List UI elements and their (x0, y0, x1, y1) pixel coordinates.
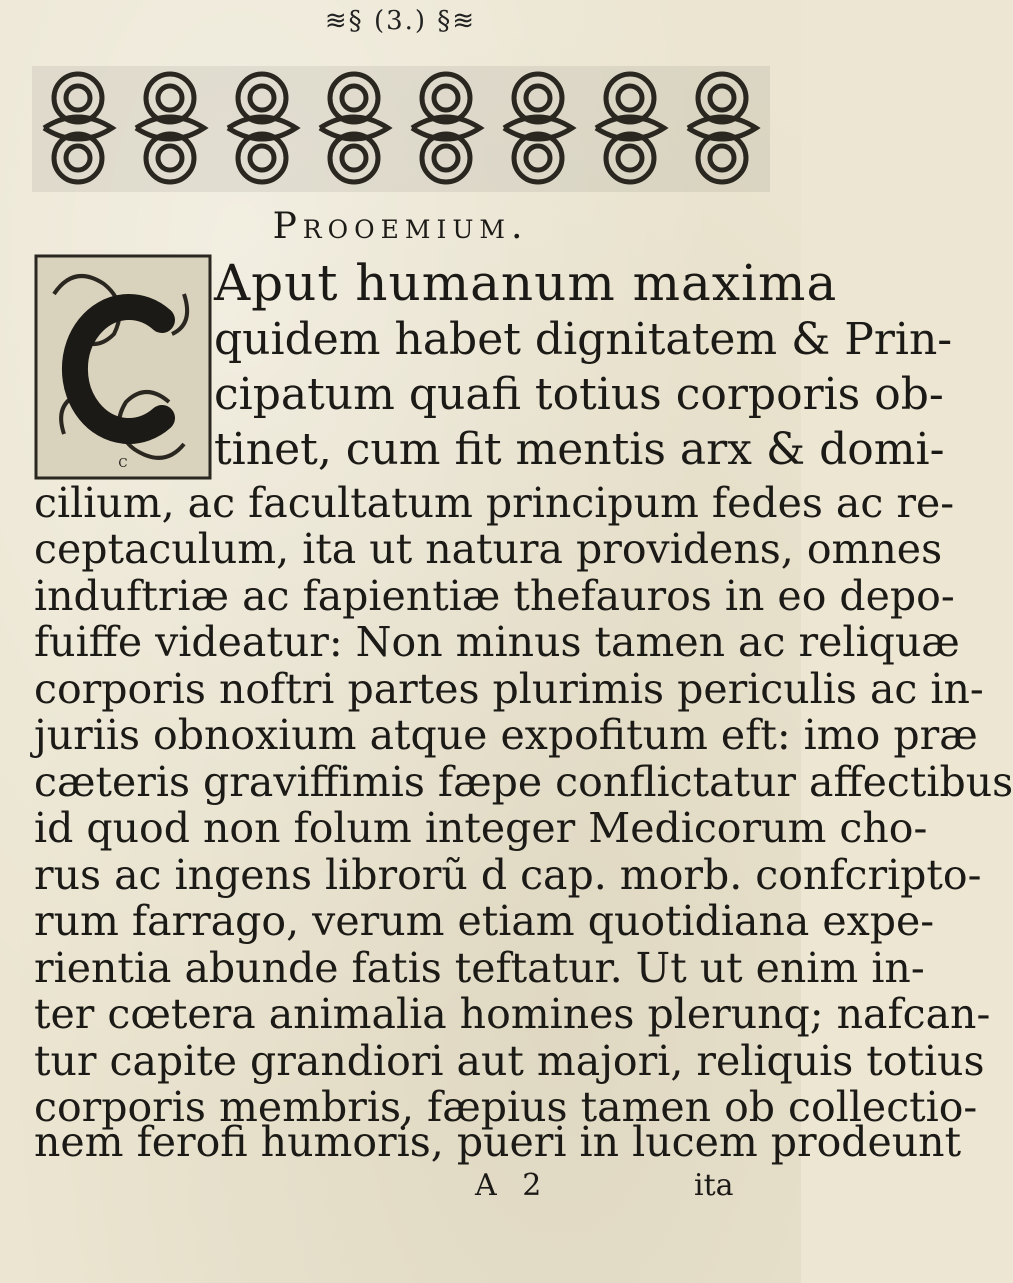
section-title: Prooemium. (272, 206, 529, 247)
text-line: id quod non folum integer Medicorum cho- (34, 804, 928, 852)
text-line: juriis obnoxium atque expofitum eft: imo præ (34, 711, 978, 759)
running-head: ≋§ (3.) §≋ (324, 6, 477, 36)
text-line: ceptaculum, ita ut natura providens, omnes (34, 525, 943, 573)
signature-mark: A 2 (475, 1168, 550, 1203)
text-line: rum farrago, verum etiam quotidiana expe- (34, 897, 935, 945)
text-line: cipatum quafi totius corporis ob- (214, 369, 944, 420)
text-line: induftriæ ac fapientiæ thefauros in eo depo- (34, 572, 955, 620)
text-line: quidem habet dignitatem & Prin- (214, 314, 953, 365)
drop-cap-letter: C (118, 456, 128, 470)
text-line: tur capite grandiori aut majori, reliquis totius (34, 1037, 985, 1085)
text-line: ter cœtera animalia homines plerunq; nafcan- (34, 990, 991, 1038)
text-line: corporis membris, fæpius tamen ob collectio- (34, 1083, 978, 1131)
text-line: cilium, ac facultatum principum fedes ac re- (34, 479, 955, 527)
text-line: cæteris graviffimis fæpe conflictatur affectibus (34, 758, 1013, 806)
text-line: fuiffe videatur: Non minus tamen ac reliquæ (34, 618, 960, 666)
text-line: rus ac ingens librorũ d cap. morb. confcripto- (34, 851, 982, 899)
text-line: Aput humanum maxima (214, 254, 838, 312)
text-line: corporis noftri partes plurimis periculis ac in- (34, 665, 984, 713)
catchword: ita (694, 1168, 734, 1203)
woodcut-ornament-band (32, 66, 770, 192)
text-line: tinet, cum fit mentis arx & domi- (214, 424, 945, 475)
text-line: rientia abunde fatis teftatur. Ut ut enim in- (34, 944, 925, 992)
text-line: nem ferofi humoris, pueri in lucem prodeunt (34, 1118, 962, 1166)
decorated-initial-c (34, 254, 212, 480)
